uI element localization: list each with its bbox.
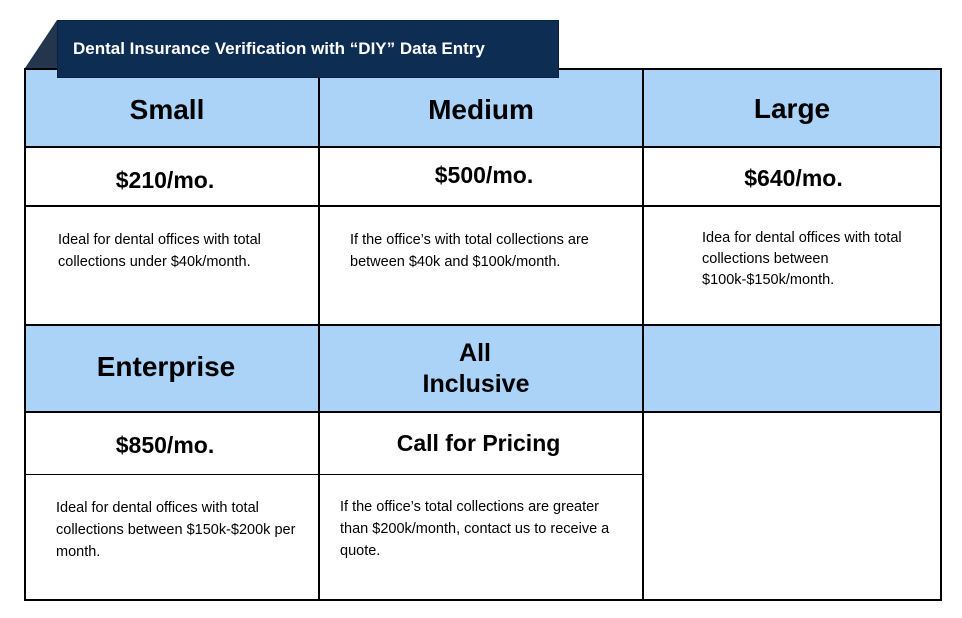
plan-name-line1: All bbox=[459, 338, 491, 367]
row-divider bbox=[24, 205, 942, 207]
plan-description-enterprise: Ideal for dental offices with total collections between $150k-$200k per month. bbox=[56, 500, 296, 560]
plan-description-large: Idea for dental offices with total collections between $100k-$150k/month. bbox=[702, 230, 902, 288]
price-label: $850/mo. bbox=[115, 432, 215, 458]
empty-header-cell bbox=[643, 325, 941, 412]
plan-price-large bbox=[643, 147, 941, 206]
plan-name: Medium bbox=[428, 94, 534, 125]
price-label: Call for Pricing bbox=[396, 430, 561, 456]
plan-price-all-inclusive bbox=[319, 412, 643, 475]
plan-header-enterprise bbox=[25, 325, 319, 412]
plan-price-enterprise bbox=[25, 412, 319, 475]
row-divider bbox=[24, 474, 643, 475]
plan-name: Small bbox=[129, 94, 205, 125]
plan-name: Large bbox=[753, 93, 831, 124]
row-divider bbox=[24, 411, 942, 413]
plan-name-line2: Inclusive bbox=[422, 369, 530, 398]
table-border-bottom bbox=[24, 599, 942, 601]
plan-header-medium bbox=[319, 69, 643, 147]
row-divider bbox=[24, 146, 942, 148]
plan-header-large bbox=[643, 69, 941, 147]
price-label: $210/mo. bbox=[115, 167, 215, 193]
plan-price-small bbox=[25, 147, 319, 206]
page-title: Dental Insurance Verification with “DIY” Data Entry bbox=[73, 39, 485, 58]
page-title-banner bbox=[57, 20, 559, 78]
plan-header-all-inclusive bbox=[319, 325, 643, 412]
price-label: $640/mo. bbox=[744, 165, 843, 191]
plan-price-medium bbox=[319, 147, 643, 206]
price-label: $500/mo. bbox=[434, 162, 534, 188]
plan-description-medium: If the office’s with total collections are between $40k and $100k/month. bbox=[350, 232, 589, 270]
plan-description-all-inclusive: If the office’s total collections are greater than $200k/month, contact us to receive a quote. bbox=[340, 499, 610, 559]
plan-description-small: Ideal for dental offices with total collections under $40k/month. bbox=[58, 232, 261, 270]
plan-name: Enterprise bbox=[96, 351, 236, 382]
plan-header-small bbox=[25, 69, 319, 147]
row-divider bbox=[24, 324, 942, 326]
